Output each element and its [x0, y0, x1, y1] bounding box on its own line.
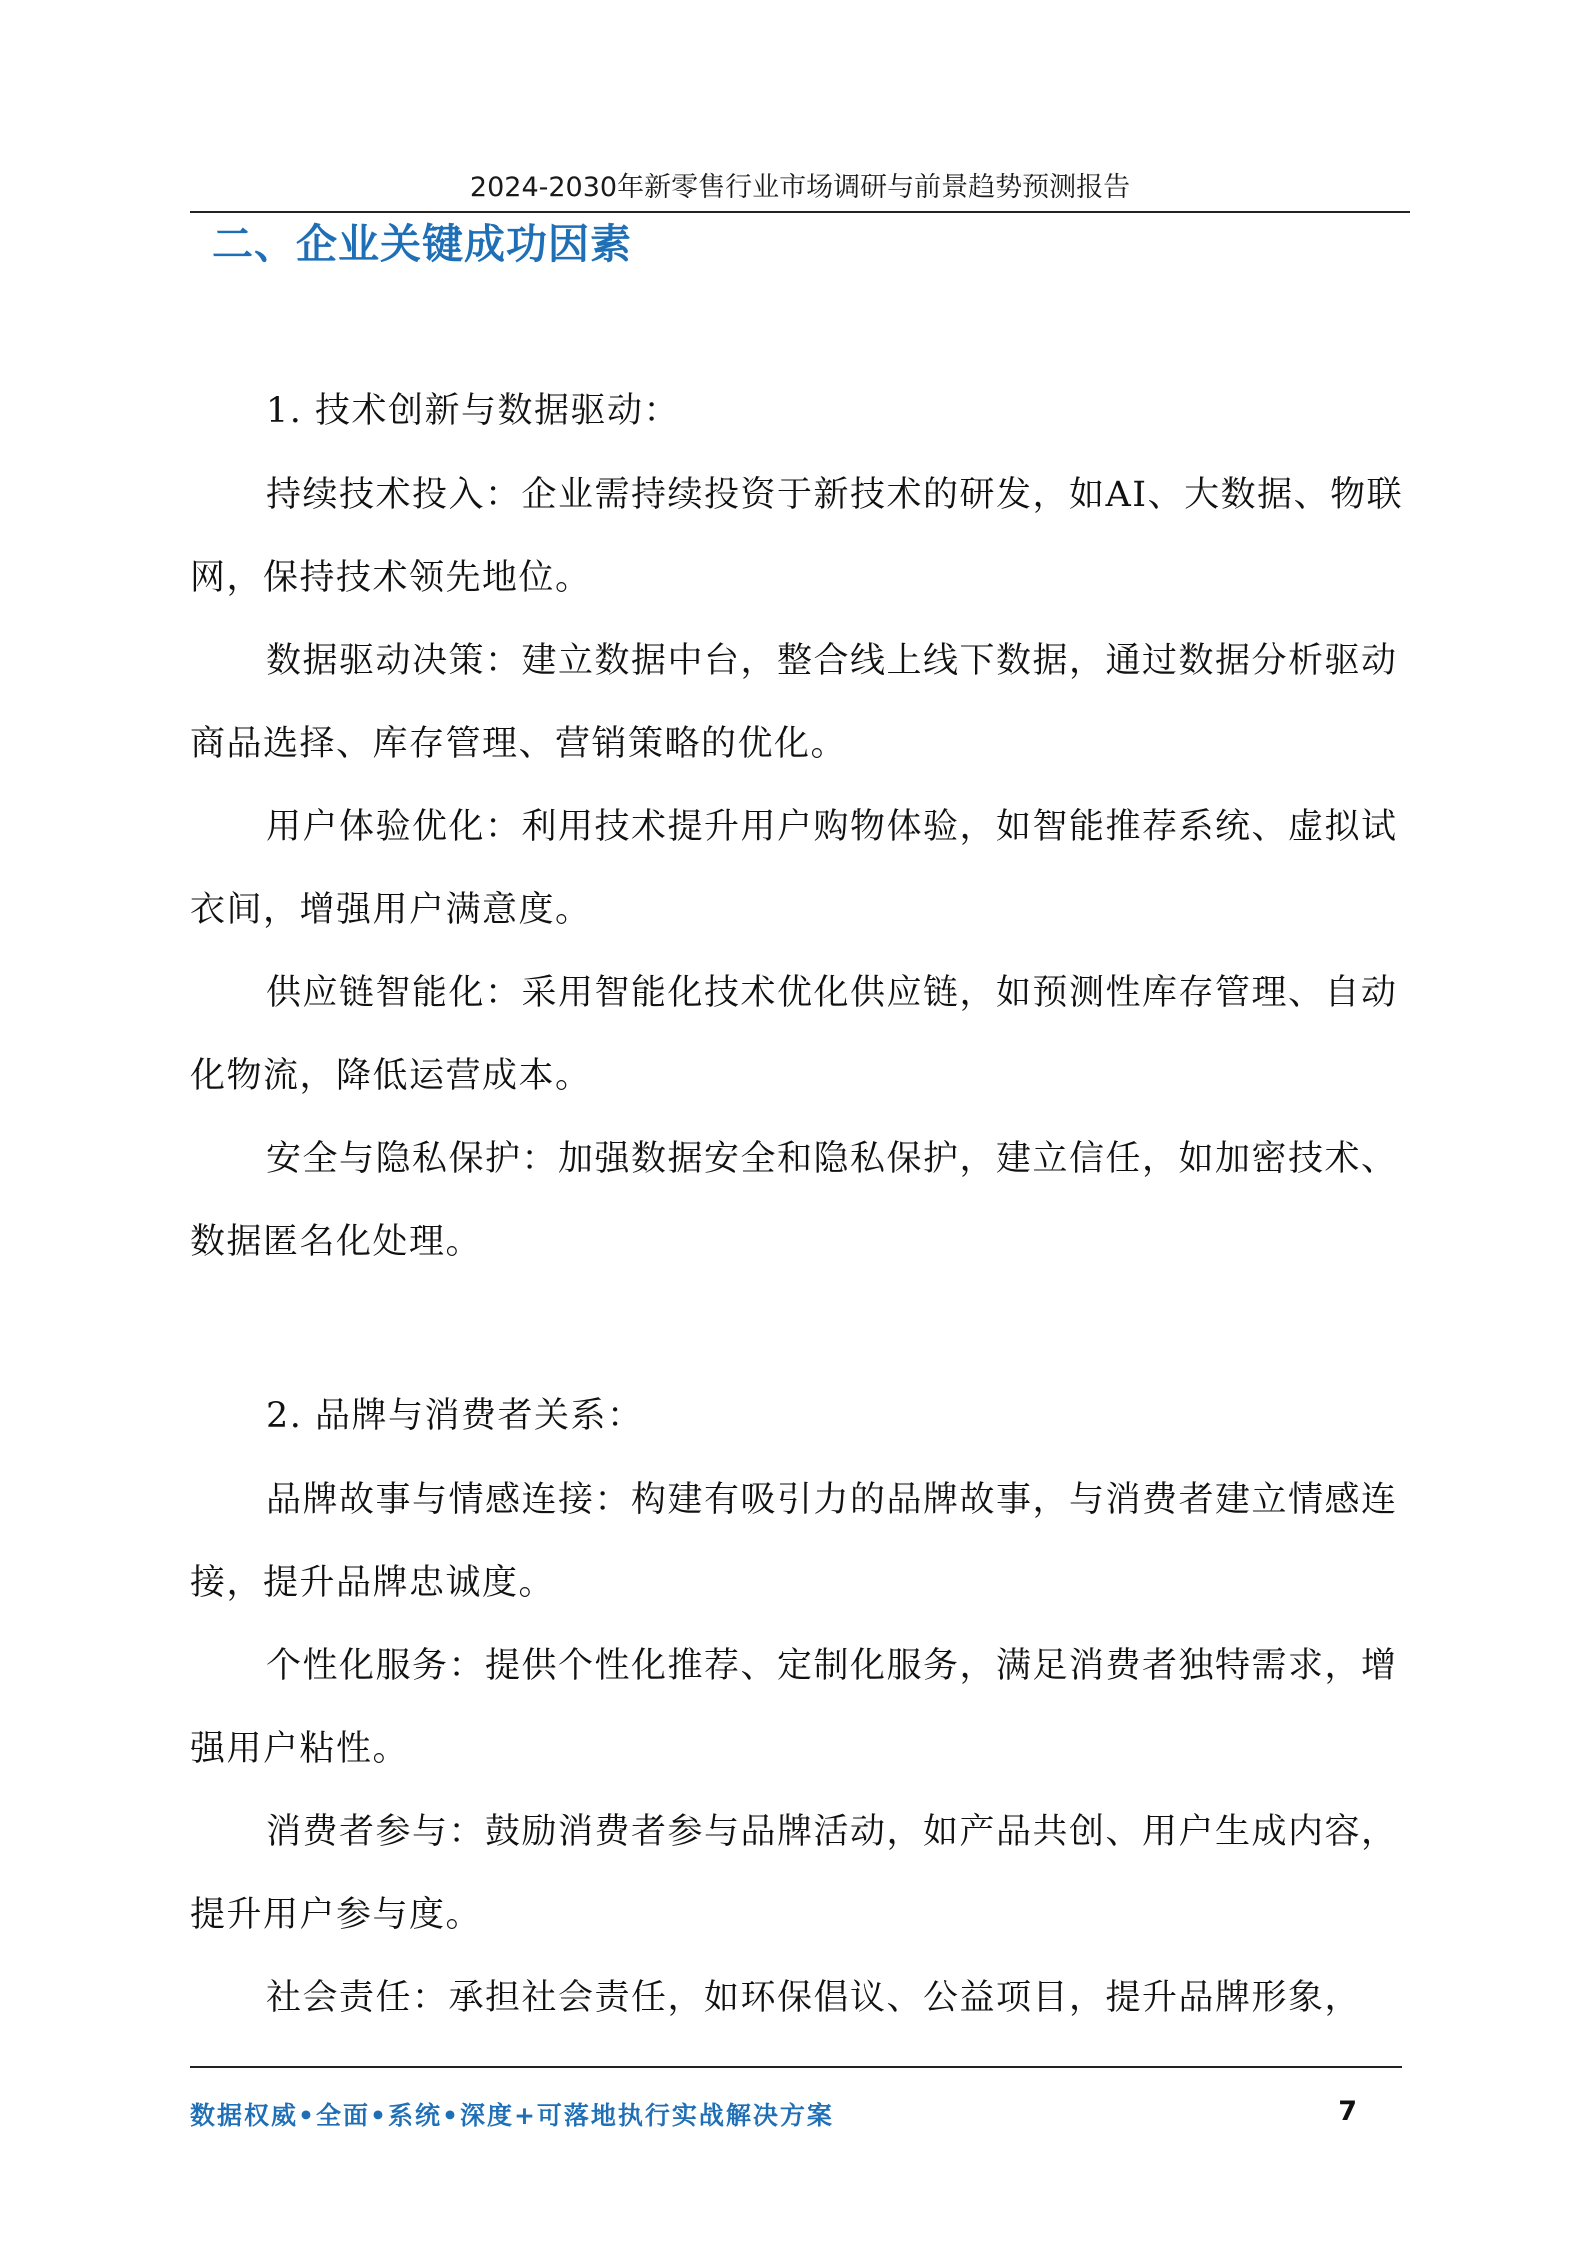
paragraph: 持续技术投入：企业需持续投资于新技术的研发，如AI、大数据、物联网，保持技术领先地位。 — [190, 475, 1404, 598]
subsection-heading-1: 1. 技术创新与数据驱动： — [266, 391, 681, 431]
page-footer — [190, 2066, 1402, 2128]
section-title: 二、企业关键成功因素 — [212, 220, 632, 268]
paragraph: 数据驱动决策：建立数据中台，整合线上线下数据，通过数据分析驱动商品选择、库存管理、营销策略的优化。 — [190, 641, 1398, 764]
subsection-heading-2: 2. 品牌与消费者关系： — [266, 1396, 644, 1436]
page-header — [190, 163, 1410, 213]
footer-slogan: 数据权威•全面•系统•深度+可落地执行实战解决方案 — [190, 2101, 834, 2130]
paragraph: 用户体验优化：利用技术提升用户购物体验，如智能推荐系统、虚拟试衣间，增强用户满意度。 — [190, 807, 1398, 930]
paragraph: 个性化服务：提供个性化推荐、定制化服务，满足消费者独特需求，增强用户粘性。 — [190, 1646, 1398, 1769]
paragraph: 品牌故事与情感连接：构建有吸引力的品牌故事，与消费者建立情感连接，提升品牌忠诚度。 — [190, 1480, 1398, 1603]
page-number: 7 — [1338, 2096, 1357, 2127]
report-title: 2024-2030年新零售行业市场调研与前景趋势预测报告 — [469, 172, 1131, 203]
paragraph: 安全与隐私保护：加强数据安全和隐私保护，建立信任，如加密技术、数据匿名化处理。 — [190, 1139, 1398, 1262]
paragraph: 社会责任：承担社会责任，如环保倡议、公益项目，提升品牌形象， — [266, 1978, 1362, 2018]
paragraph: 供应链智能化：采用智能化技术优化供应链，如预测性库存管理、自动化物流，降低运营成本。 — [190, 973, 1398, 1096]
paragraph: 消费者参与：鼓励消费者参与品牌活动，如产品共创、用户生成内容，提升用户参与度。 — [190, 1812, 1398, 1935]
